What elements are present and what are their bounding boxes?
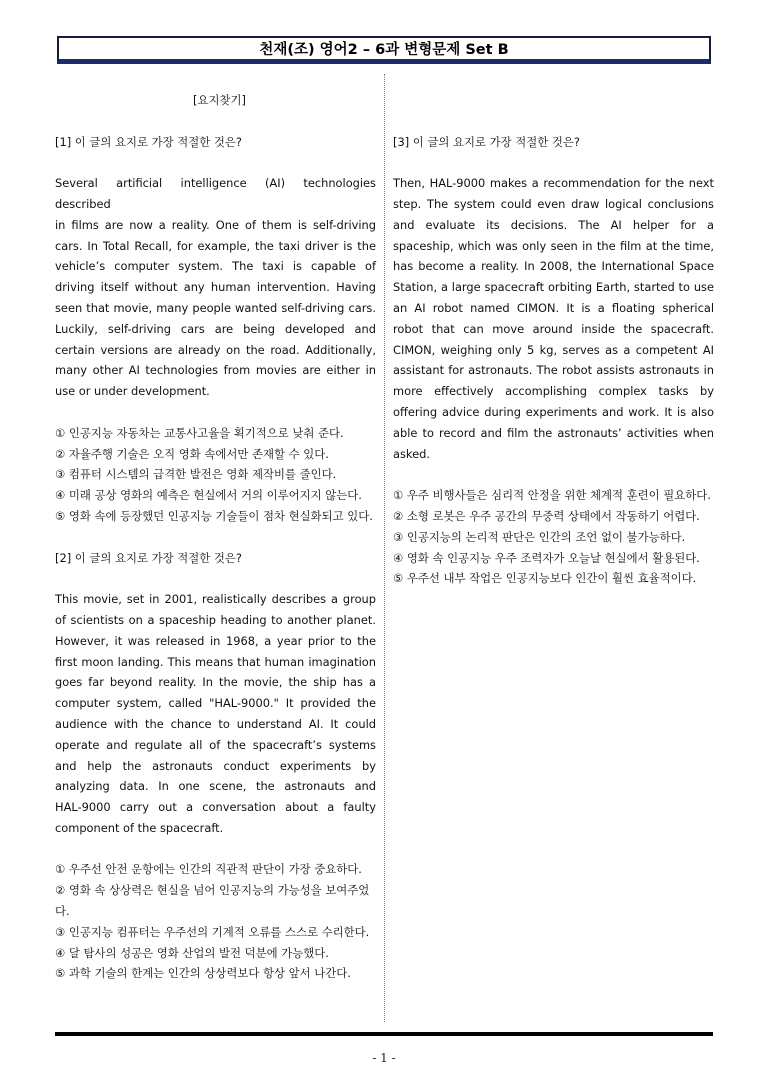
right-column — [393, 90, 714, 589]
passage-line: goes far beyond reality. In the movie, the ship has a — [55, 675, 376, 690]
passage-line: certain versions are already on the road. Additionally, — [55, 342, 376, 357]
question-3 — [393, 132, 714, 590]
passage-text — [55, 173, 376, 402]
passage-line: vehicle’s computer system. The taxi is capable of — [55, 259, 376, 274]
passage-line: computer system, called "HAL-9000." It provided the — [55, 696, 376, 711]
question-prompt: [2] 이 글의 요지로 가장 적절한 것은? — [55, 550, 242, 565]
passage-line: analyzing data. In one scene, the astronauts and — [55, 779, 376, 794]
spacer — [393, 464, 714, 485]
passage-line: This movie, set in 2001, realistically describes a group — [55, 592, 376, 607]
passage-line: in films are now a reality. One of them is self-driving — [55, 217, 376, 232]
passage-line: many other AI technologies from movies are either in — [55, 363, 376, 378]
passage-line: step. The system could even draw logical conclusions — [393, 196, 714, 211]
answer-option: ② 자율주행 기술은 오직 영화 속에서만 존재할 수 있다. — [55, 446, 329, 461]
spacer — [55, 568, 376, 589]
passage-line: has become a reality. In 2008, the International Space — [393, 259, 714, 274]
answer-option: ③ 인공지능 컴퓨터는 우주선의 기계적 오류를 스스로 수리한다. — [55, 924, 370, 939]
passage-text — [55, 589, 376, 839]
answer-option: ① 우주 비행사들은 심리적 안정을 위한 체계적 훈련이 필요하다. — [393, 488, 711, 503]
passage-line: Several artificial intelligence (AI) technologies described — [55, 176, 376, 211]
answer-option: ⑤ 영화 속에 등장했던 인공지능 기술들이 점차 현실화되고 있다. — [55, 508, 373, 523]
answer-option: ③ 인공지능의 논리적 판단은 인간의 조언 없이 불가능하다. — [393, 529, 686, 544]
passage-line: CIMON, weighing only 5 kg, serves as a competent AI — [393, 342, 714, 357]
passage-line: offering advice during experiments and work. It is also — [393, 404, 714, 419]
passage-line: seen that movie, many people wanted self-driving cars. — [55, 300, 376, 315]
passage-text — [393, 173, 714, 464]
question-prompt: [1] 이 글의 요지로 가장 적절한 것은? — [55, 134, 242, 149]
passage-line: assistant for astronauts. The robot assists astronauts in — [393, 363, 714, 378]
spacer — [55, 152, 376, 173]
answer-option: ③ 컴퓨터 시스템의 급격한 발전은 영화 제작비를 줄인다. — [55, 467, 337, 482]
spacer — [55, 839, 376, 860]
passage-line: first moon landing. This means that human imagination — [55, 654, 376, 669]
spacer — [55, 402, 376, 423]
question-prompt: [3] 이 글의 요지로 가장 적절한 것은? — [393, 134, 580, 149]
column-divider — [384, 74, 385, 1022]
passage-line: and evaluate its decisions. The AI helper for a — [393, 217, 714, 232]
passage-line: of scientists on a spaceship heading to another planet. — [55, 612, 376, 627]
spacer — [393, 152, 714, 173]
passage-line: use or under development. — [55, 384, 210, 399]
passage-line: more effectively accomplishing complex tasks by — [393, 384, 714, 399]
answer-option: ④ 미래 공상 영화의 예측은 현실에서 거의 이루어지지 않는다. — [55, 488, 362, 503]
answer-option: ① 우주선 안전 운항에는 인간의 직관적 판단이 가장 중요하다. — [55, 862, 362, 877]
passage-line: audience with the chance to understand AI. It could — [55, 716, 376, 731]
passage-line: cars. In Total Recall, for example, the taxi driver is the — [55, 238, 376, 253]
passage-line: spaceship, which was only seen in the film at the time, — [393, 238, 714, 253]
answer-option: ⑤ 우주선 내부 작업은 인공지능보다 인간이 훨씬 효율적이다. — [393, 571, 697, 586]
passage-line: and help the astronauts conduct experiments by — [55, 758, 376, 773]
footer-rule — [55, 1032, 713, 1036]
passage-line: Luckily, self-driving cars are being developed and — [55, 321, 376, 336]
passage-line: an AI robot named CIMON. It is a floating spherical — [393, 300, 714, 315]
page-number: - 1 - — [372, 1051, 396, 1065]
passage-line: Then, HAL-9000 makes a recommendation for the next — [393, 176, 714, 191]
answer-option: ② 소형 로봇은 우주 공간의 무중력 상태에서 작동하기 어렵다. — [393, 508, 700, 523]
passage-line: However, it was released in 1968, a year prior to the — [55, 633, 376, 648]
page-title: 천재(조) 영어2 – 6과 변형문제 Set B — [57, 36, 711, 64]
answer-option: ① 인공지능 자동차는 교통사고율을 획기적으로 낮춰 준다. — [55, 425, 344, 440]
answer-option: ② 영화 속 상상력은 현실을 넘어 인공지능의 가능성을 보여주었 — [55, 883, 370, 898]
answer-option: 다. — [55, 904, 70, 919]
passage-line: component of the spacecraft. — [55, 820, 224, 835]
passage-line: driving itself without any human intervention. Having — [55, 280, 376, 295]
left-column — [55, 90, 376, 984]
passage-line: asked. — [393, 446, 430, 461]
passage-line: HAL-9000 carry out a conversation about a faulty — [55, 800, 376, 815]
passage-line: Station, a large spacecraft orbiting Earth, started to use — [393, 280, 714, 295]
answer-option: ④ 영화 속 인공지능 우주 조력자가 오늘날 현실에서 활용된다. — [393, 550, 700, 565]
question-2 — [55, 548, 376, 985]
section-label: [요지찾기] — [193, 93, 246, 107]
passage-line: robot that can move around inside the spacecraft. — [393, 321, 714, 336]
answer-option: ④ 달 탐사의 성공은 영화 산업의 발전 덕분에 가능했다. — [55, 945, 329, 960]
passage-line: able to record and film the astronauts’ activities when — [393, 425, 714, 440]
answer-option: ⑤ 과학 기술의 한계는 인간의 상상력보다 항상 앞서 나간다. — [55, 966, 351, 981]
passage-line: operate and regulate all of the spacecraft’s systems — [55, 737, 376, 752]
question-1 — [55, 132, 376, 527]
